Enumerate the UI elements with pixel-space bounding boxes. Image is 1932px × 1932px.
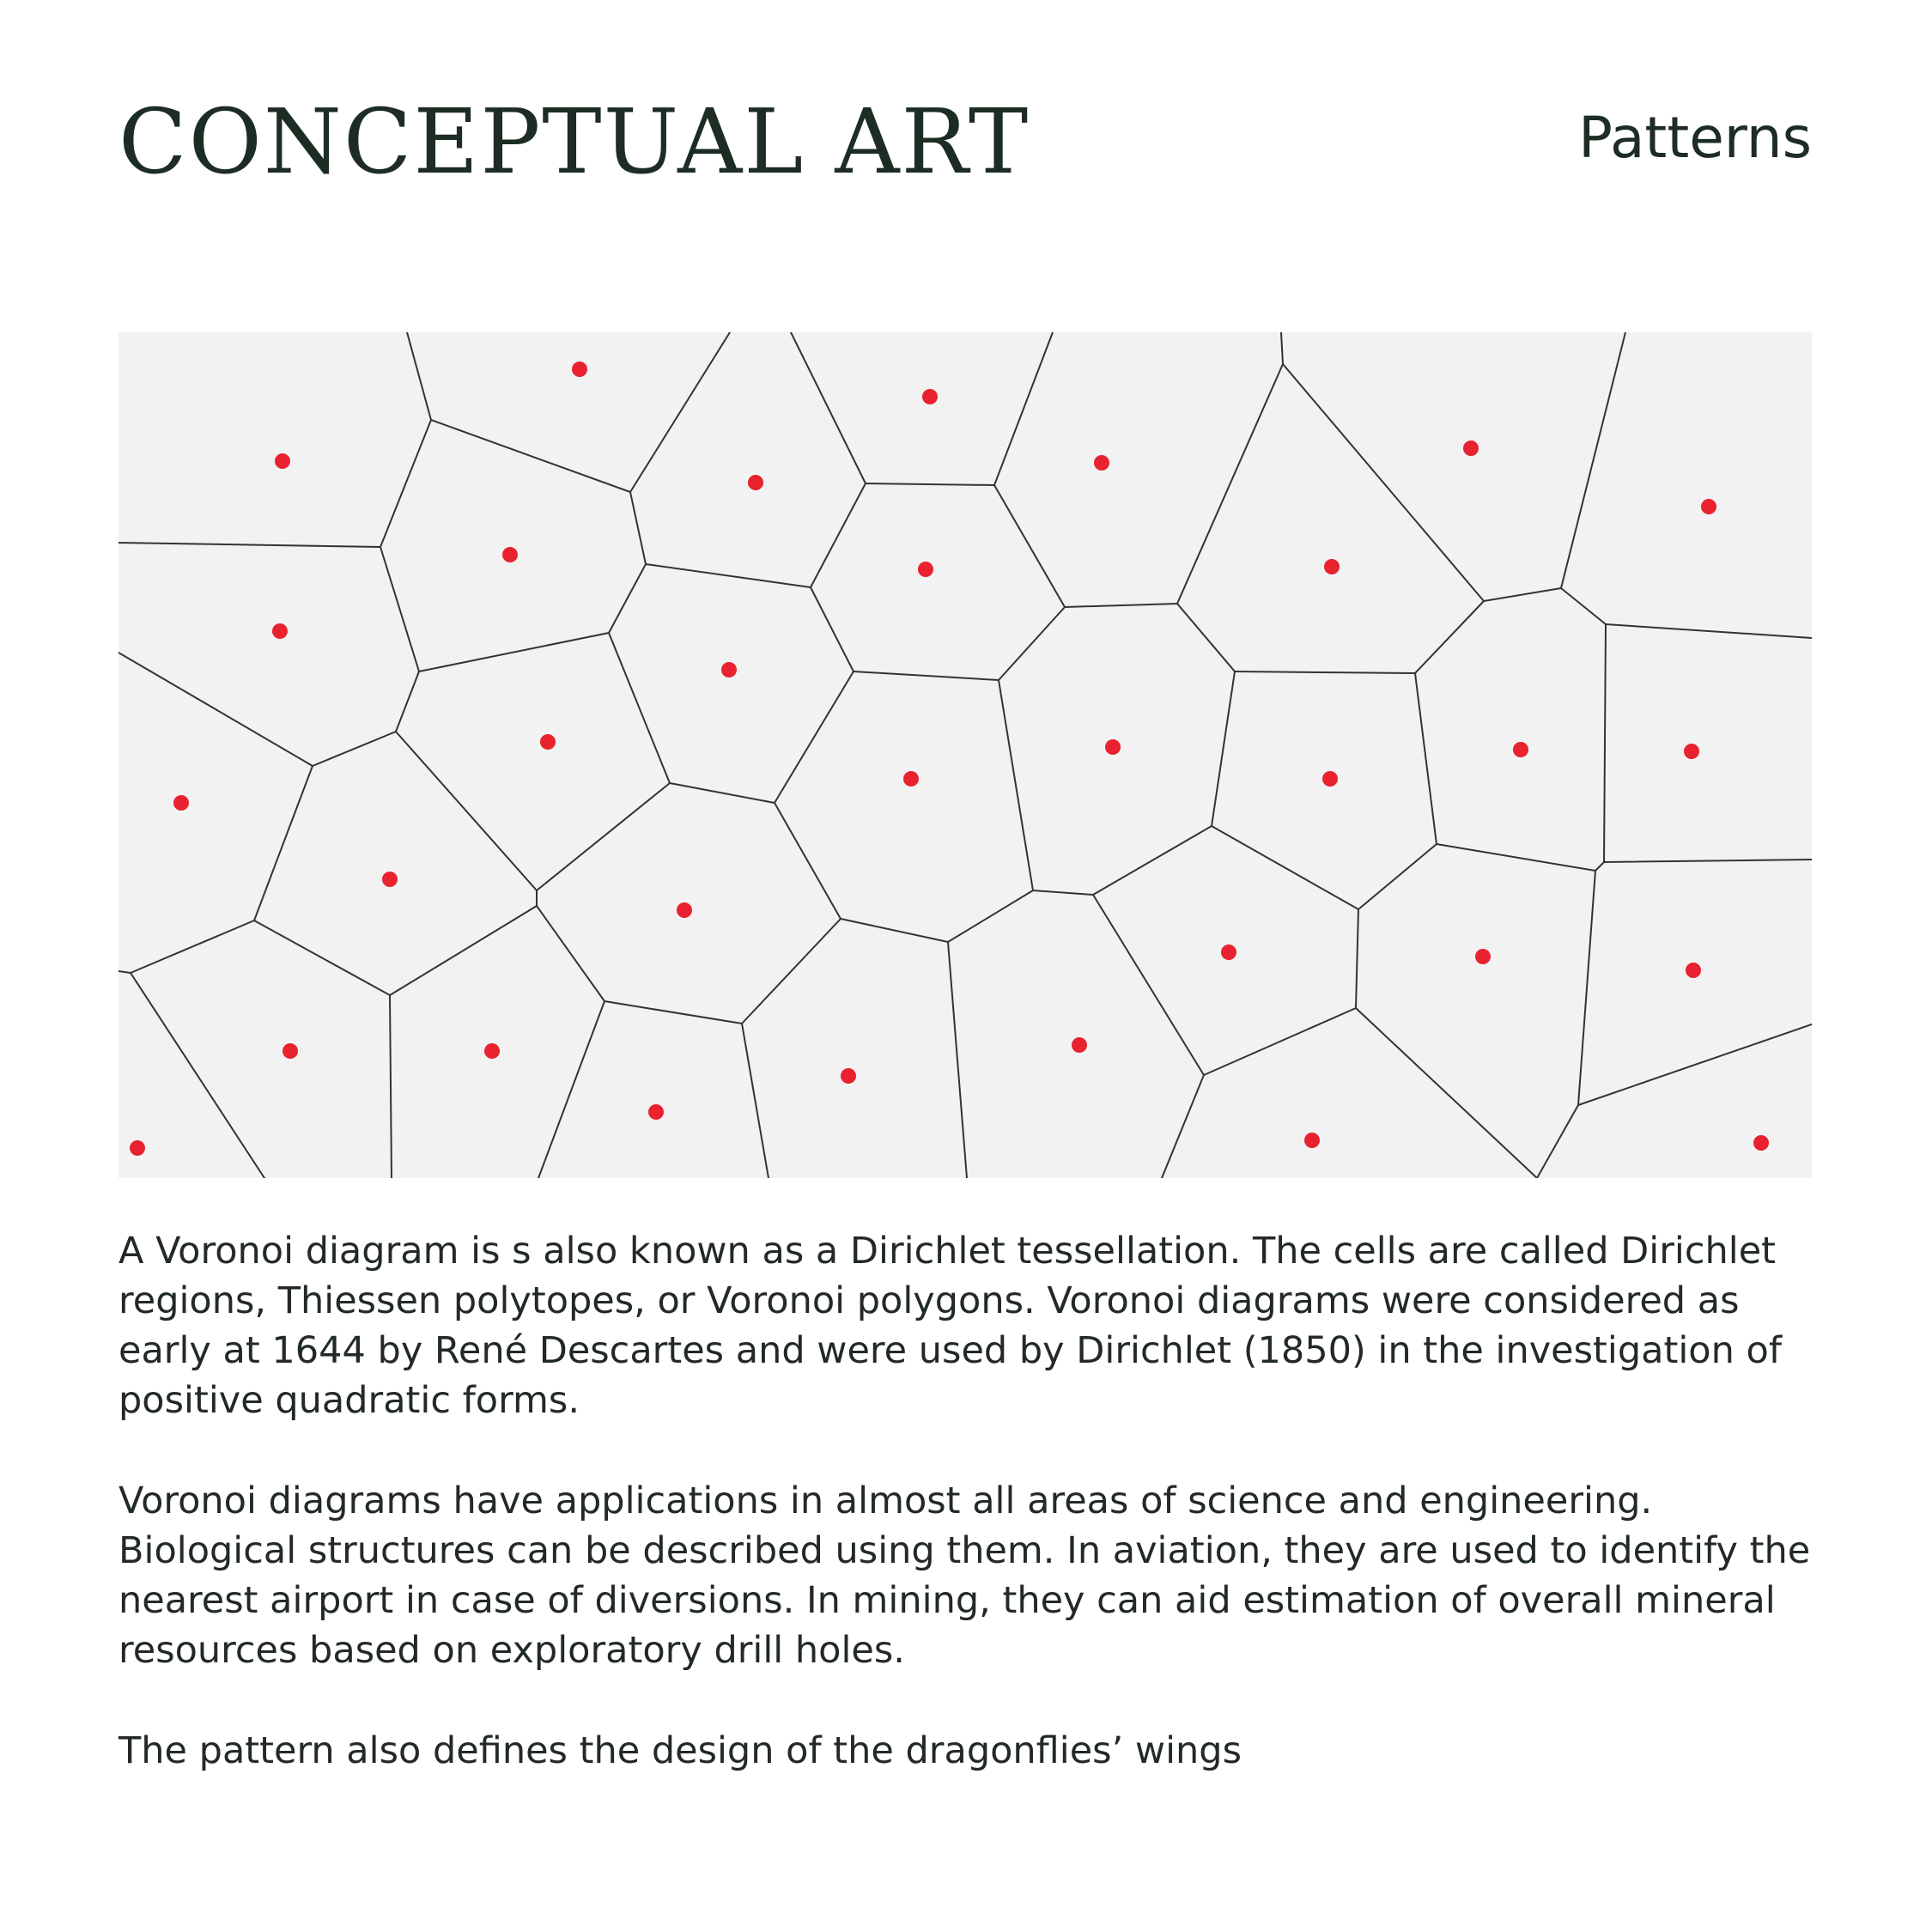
voronoi-site bbox=[272, 623, 288, 639]
voronoi-site bbox=[173, 795, 189, 811]
voronoi-edge bbox=[1578, 871, 1595, 1105]
voronoi-edge bbox=[131, 920, 254, 973]
voronoi-site bbox=[1686, 963, 1701, 978]
voronoi-edge bbox=[1561, 588, 1606, 624]
voronoi-edge bbox=[538, 1001, 605, 1178]
voronoi-edge bbox=[1162, 1075, 1204, 1178]
voronoi-edge bbox=[254, 920, 390, 995]
voronoi-edge bbox=[1177, 604, 1235, 671]
voronoi-edge bbox=[1204, 1008, 1356, 1075]
voronoi-edge bbox=[380, 420, 431, 547]
voronoi-site bbox=[382, 872, 398, 887]
voronoi-edge bbox=[1093, 826, 1212, 895]
voronoi-edge bbox=[948, 890, 1033, 942]
voronoi-edge bbox=[630, 332, 730, 492]
voronoi-site bbox=[1221, 945, 1236, 960]
voronoi-site bbox=[1094, 455, 1109, 471]
voronoi-edge bbox=[994, 332, 1053, 485]
voronoi-edge bbox=[1415, 673, 1437, 844]
voronoi-edge bbox=[118, 971, 131, 973]
voronoi-edge bbox=[742, 919, 841, 1024]
voronoi-edge bbox=[1235, 671, 1415, 673]
voronoi-edge bbox=[118, 653, 313, 766]
voronoi-edge bbox=[999, 680, 1033, 890]
voronoi-site bbox=[1475, 949, 1491, 964]
voronoi-site bbox=[1753, 1135, 1769, 1151]
voronoi-edges bbox=[118, 332, 1812, 1178]
voronoi-edge bbox=[1484, 588, 1561, 601]
voronoi-site bbox=[484, 1043, 500, 1059]
voronoi-edge bbox=[1561, 332, 1625, 588]
voronoi-edge bbox=[431, 420, 630, 492]
voronoi-edge bbox=[854, 671, 999, 680]
voronoi-site bbox=[1463, 440, 1479, 456]
page-title: CONCEPTUAL ART bbox=[118, 89, 1030, 194]
voronoi-edge bbox=[1595, 862, 1604, 871]
voronoi-site bbox=[903, 771, 919, 787]
voronoi-edge bbox=[419, 633, 609, 671]
voronoi-site bbox=[1324, 559, 1340, 574]
voronoi-sites bbox=[130, 361, 1769, 1156]
voronoi-site bbox=[1304, 1133, 1320, 1148]
section-label: Patterns bbox=[1578, 105, 1812, 171]
voronoi-edge bbox=[1604, 860, 1812, 862]
voronoi-edge bbox=[1537, 1105, 1578, 1178]
voronoi-edge bbox=[396, 732, 537, 890]
voronoi-edge bbox=[1356, 1008, 1537, 1178]
voronoi-edge bbox=[390, 995, 392, 1178]
voronoi-site bbox=[275, 453, 290, 469]
voronoi-site bbox=[1105, 739, 1121, 755]
voronoi-edge bbox=[380, 547, 419, 671]
voronoi-edge bbox=[1033, 890, 1093, 895]
voronoi-edge bbox=[1606, 624, 1812, 638]
voronoi-site bbox=[1684, 744, 1699, 759]
voronoi-edge bbox=[1578, 1024, 1812, 1105]
voronoi-site bbox=[1072, 1037, 1087, 1053]
voronoi-edge bbox=[742, 1024, 769, 1178]
voronoi-site bbox=[572, 361, 587, 377]
voronoi-site bbox=[502, 547, 518, 562]
voronoi-edge bbox=[1283, 364, 1484, 601]
voronoi-site bbox=[1701, 499, 1716, 514]
voronoi-edge bbox=[1212, 826, 1358, 909]
voronoi-edge bbox=[775, 671, 854, 803]
voronoi-site bbox=[540, 734, 556, 750]
article-paragraph: The pattern also defines the design of the dragonflies’ wings bbox=[118, 1729, 1242, 1772]
voronoi-edge bbox=[841, 919, 948, 942]
voronoi-edge bbox=[1177, 364, 1283, 604]
voronoi-edge bbox=[1093, 895, 1204, 1075]
voronoi-edge bbox=[131, 973, 264, 1178]
voronoi-edge bbox=[537, 906, 605, 1001]
voronoi-edge bbox=[811, 483, 866, 587]
voronoi-edge bbox=[118, 543, 380, 547]
voronoi-site bbox=[841, 1068, 856, 1084]
voronoi-site bbox=[283, 1043, 298, 1059]
voronoi-edge bbox=[948, 942, 967, 1178]
voronoi-site bbox=[721, 662, 737, 677]
voronoi-edge bbox=[1356, 909, 1358, 1008]
voronoi-edge bbox=[866, 483, 994, 485]
voronoi-edge bbox=[1065, 604, 1177, 607]
voronoi-edge bbox=[609, 633, 670, 783]
voronoi-edge bbox=[1437, 844, 1595, 871]
voronoi-edge bbox=[390, 906, 537, 995]
article-paragraph: A Voronoi diagram is s also known as a Dirichlet tessellation. The cells are called Dirichlet regions, Thiessen polytopes, or Voronoi polygons. Voronoi diagrams were considered as early at 1644 by René Descartes and were used by Dirichlet (1850) in the investigation of positive quadratic forms. bbox=[118, 1230, 1782, 1422]
page-header bbox=[118, 86, 1812, 197]
voronoi-edge bbox=[811, 587, 854, 671]
voronoi-edge bbox=[313, 732, 396, 766]
voronoi-edge bbox=[775, 803, 841, 919]
voronoi-edge bbox=[1358, 844, 1437, 909]
voronoi-edge bbox=[999, 607, 1065, 680]
voronoi-edge bbox=[396, 671, 419, 732]
voronoi-edge bbox=[630, 492, 646, 564]
voronoi-edge bbox=[254, 766, 313, 920]
voronoi-site bbox=[1322, 771, 1338, 787]
voronoi-diagram-svg bbox=[118, 332, 1812, 1178]
voronoi-site bbox=[1513, 742, 1528, 757]
voronoi-edge bbox=[791, 332, 866, 483]
voronoi-site bbox=[922, 389, 938, 404]
article-paragraph: Voronoi diagrams have applications in almost all areas of science and engineering. Biological structures can be described using them. In aviation, they are used to identify the nearest airport in case of diversions. In mining, they can aid estimation of overall mineral resources based on exploratory drill holes. bbox=[118, 1479, 1811, 1672]
voronoi-edge bbox=[407, 332, 431, 420]
voronoi-edge bbox=[609, 564, 646, 633]
voronoi-edge bbox=[994, 485, 1065, 607]
voronoi-site bbox=[677, 902, 692, 918]
article-text bbox=[118, 1226, 1812, 1826]
voronoi-site bbox=[918, 562, 933, 577]
voronoi-edge bbox=[1212, 671, 1235, 826]
voronoi-site bbox=[130, 1140, 145, 1156]
voronoi-edge bbox=[1415, 601, 1484, 673]
voronoi-edge bbox=[670, 783, 775, 803]
voronoi-edge bbox=[646, 564, 811, 587]
voronoi-edge bbox=[1604, 624, 1606, 862]
voronoi-site bbox=[748, 475, 763, 490]
voronoi-edge bbox=[1281, 332, 1283, 364]
voronoi-diagram bbox=[118, 332, 1812, 1178]
voronoi-edge bbox=[605, 1001, 742, 1024]
voronoi-edge bbox=[537, 783, 670, 890]
voronoi-site bbox=[648, 1104, 664, 1120]
